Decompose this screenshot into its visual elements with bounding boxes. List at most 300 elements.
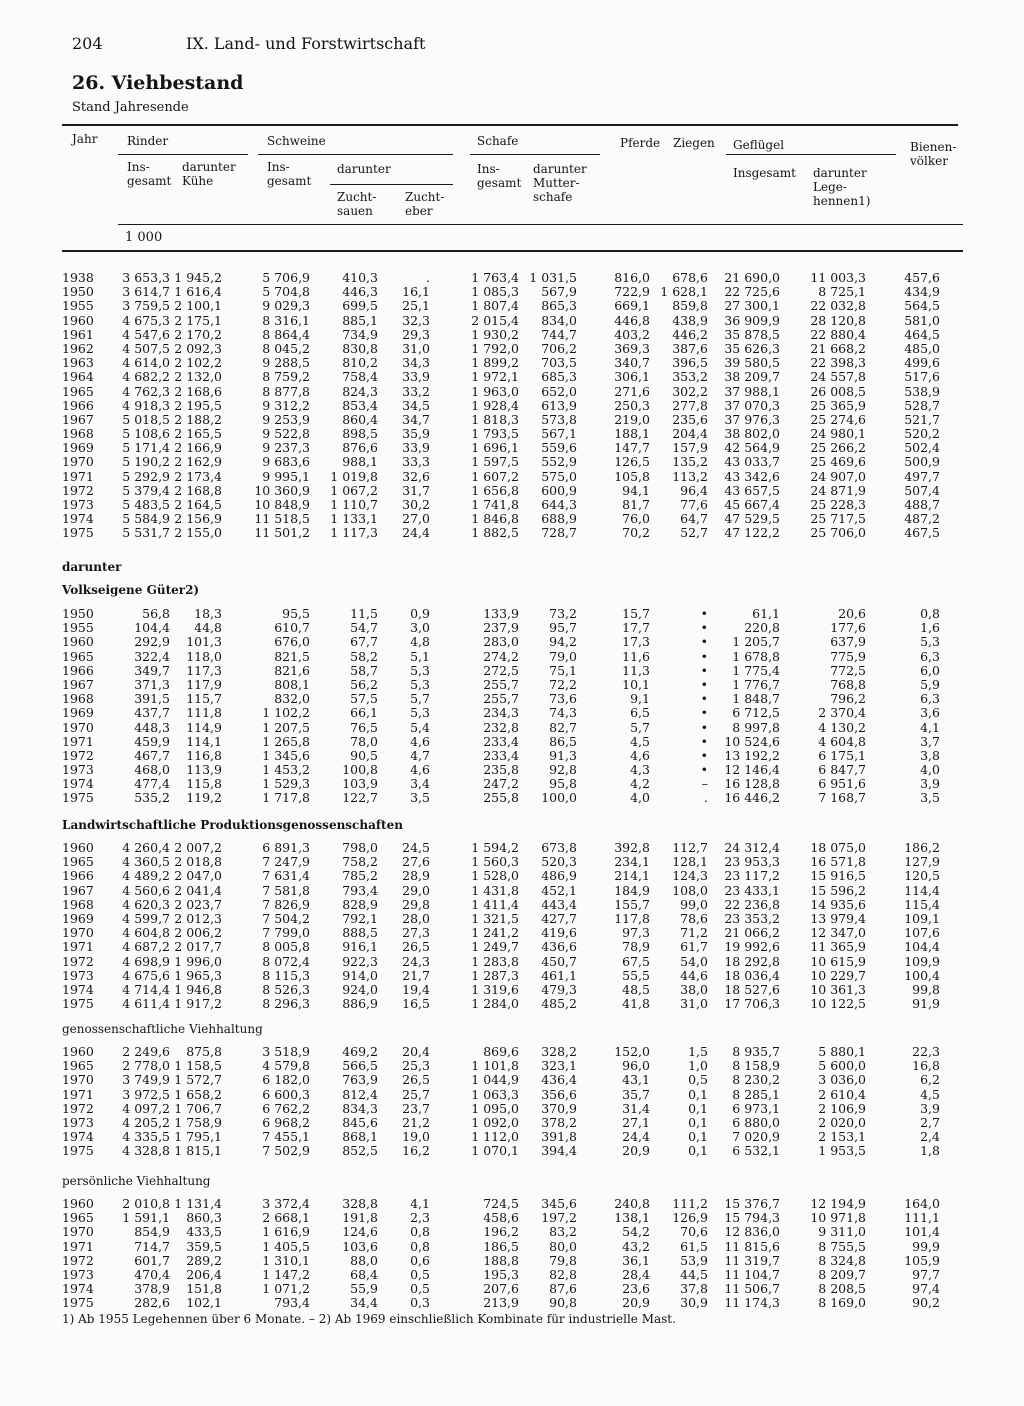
cell-zuchtsauen: 122,7 bbox=[342, 790, 378, 806]
cell-legehennen: 8 324,8 bbox=[818, 1252, 866, 1268]
cell-legehennen: 22 398,3 bbox=[810, 355, 866, 371]
cell-rinder-kuehe: 111,8 bbox=[186, 705, 222, 721]
table-row bbox=[0, 854, 1024, 868]
cell-gefluegel-insgesamt: 35 626,3 bbox=[724, 340, 780, 356]
cell-mutterschafe: 73,6 bbox=[549, 691, 577, 707]
cell-jahr: 1975 bbox=[62, 790, 94, 806]
cell-legehennen: 10 229,7 bbox=[810, 967, 866, 983]
table-row bbox=[0, 440, 1024, 454]
cell-jahr: 1973 bbox=[62, 967, 94, 983]
cell-zuchteber: 3,4 bbox=[410, 776, 430, 792]
cell-schweine-insgesamt: 7 247,9 bbox=[262, 854, 310, 870]
cell-schafe-insgesamt: 1 095,0 bbox=[471, 1100, 519, 1116]
cell-ziegen: • bbox=[700, 747, 708, 763]
cell-zuchteber: 3,5 bbox=[410, 790, 430, 806]
cell-rinder-insgesamt: 459,9 bbox=[134, 733, 170, 749]
cell-rinder-insgesamt: 349,7 bbox=[134, 662, 170, 678]
cell-pferde: 43,1 bbox=[622, 1072, 650, 1088]
cell-gefluegel-insgesamt: 18 527,6 bbox=[724, 981, 780, 997]
cell-pferde: 816,0 bbox=[614, 270, 650, 285]
cell-zuchtsauen: 812,4 bbox=[342, 1086, 378, 1102]
cell-schweine-insgesamt: 8 316,1 bbox=[262, 312, 310, 328]
cell-jahr: 1964 bbox=[62, 369, 94, 385]
cell-schweine-insgesamt: 6 762,2 bbox=[262, 1100, 310, 1116]
cell-legehennen: 24 557,8 bbox=[810, 369, 866, 385]
cell-legehennen: 8 208,5 bbox=[818, 1281, 866, 1297]
cell-legehennen: 8 169,0 bbox=[818, 1295, 866, 1311]
cell-jahr: 1968 bbox=[62, 691, 94, 707]
cell-jahr: 1960 bbox=[62, 634, 94, 650]
cell-legehennen: 24 980,1 bbox=[810, 426, 866, 442]
cell-zuchteber: 5,3 bbox=[410, 662, 430, 678]
cell-gefluegel-insgesamt: 21 690,0 bbox=[724, 270, 780, 285]
cell-schafe-insgesamt: 1 085,3 bbox=[471, 284, 519, 300]
cell-rinder-insgesamt: 4 762,3 bbox=[122, 383, 170, 399]
cell-bienenvoelker: 6,3 bbox=[920, 648, 940, 664]
cell-schweine-insgesamt: 1 265,8 bbox=[262, 733, 310, 749]
cell-pferde: 4,2 bbox=[630, 776, 650, 792]
cell-zuchtsauen: 824,3 bbox=[342, 383, 378, 399]
cell-schweine-insgesamt: 9 288,5 bbox=[262, 355, 310, 371]
table-row bbox=[0, 883, 1024, 897]
cell-schafe-insgesamt: 195,3 bbox=[483, 1266, 519, 1282]
cell-rinder-kuehe: 2 188,2 bbox=[174, 411, 222, 427]
cell-gefluegel-insgesamt: 16 128,8 bbox=[724, 776, 780, 792]
cell-zuchtsauen: 446,3 bbox=[342, 284, 378, 300]
cell-ziegen: 0,1 bbox=[688, 1086, 708, 1102]
cell-legehennen: 22 032,8 bbox=[810, 298, 866, 314]
cell-rinder-insgesamt: 4 714,4 bbox=[122, 981, 170, 997]
cell-jahr: 1974 bbox=[62, 981, 94, 997]
cell-zuchtsauen: 758,2 bbox=[342, 854, 378, 870]
cell-mutterschafe: 600,9 bbox=[541, 482, 577, 498]
cell-zuchteber: 27,3 bbox=[402, 925, 430, 941]
cell-bienenvoelker: 521,7 bbox=[904, 411, 940, 427]
cell-rinder-kuehe: 2 165,5 bbox=[174, 426, 222, 442]
page-number: 204 bbox=[72, 34, 103, 53]
cell-bienenvoelker: 16,8 bbox=[912, 1058, 940, 1074]
cell-jahr: 1971 bbox=[62, 468, 94, 484]
cell-zuchtsauen: 328,8 bbox=[342, 1196, 378, 1211]
cell-bienenvoelker: 434,9 bbox=[904, 284, 940, 300]
cell-gefluegel-insgesamt: 36 909,9 bbox=[724, 312, 780, 328]
cell-zuchteber: 31,0 bbox=[402, 340, 430, 356]
cell-jahr: 1960 bbox=[62, 1044, 94, 1059]
cell-jahr: 1975 bbox=[62, 996, 94, 1012]
cell-gefluegel-insgesamt: 1 775,4 bbox=[732, 662, 780, 678]
cell-schweine-insgesamt: 1 207,5 bbox=[262, 719, 310, 735]
cell-ziegen: 353,2 bbox=[672, 369, 708, 385]
cell-zuchtsauen: 57,5 bbox=[350, 691, 378, 707]
table-row bbox=[0, 369, 1024, 383]
cell-pferde: 76,0 bbox=[622, 511, 650, 527]
cell-zuchteber: 16,2 bbox=[402, 1143, 430, 1159]
cell-schweine-insgesamt: 821,5 bbox=[274, 648, 310, 664]
header-rinder-insgesamt: Ins- gesamt bbox=[127, 160, 172, 188]
table-row bbox=[0, 511, 1024, 525]
cell-jahr: 1938 bbox=[62, 270, 94, 285]
cell-mutterschafe: 87,6 bbox=[549, 1281, 577, 1297]
cell-zuchtsauen: 1 019,8 bbox=[330, 468, 378, 484]
cell-legehennen: 25 706,0 bbox=[810, 525, 866, 541]
cell-zuchtsauen: 103,9 bbox=[342, 776, 378, 792]
cell-rinder-insgesamt: 4 918,3 bbox=[122, 397, 170, 413]
cell-rinder-insgesamt: 467,7 bbox=[134, 747, 170, 763]
cell-gefluegel-insgesamt: 11 506,7 bbox=[724, 1281, 780, 1297]
cell-zuchtsauen: 922,3 bbox=[342, 953, 378, 969]
cell-pferde: 36,1 bbox=[622, 1252, 650, 1268]
cell-zuchtsauen: 76,5 bbox=[350, 719, 378, 735]
header-pferde: Pferde bbox=[620, 136, 661, 150]
cell-rinder-kuehe: 1 795,1 bbox=[174, 1129, 222, 1145]
cell-zuchteber: 4,1 bbox=[410, 1196, 430, 1211]
cell-pferde: 15,7 bbox=[622, 606, 650, 621]
cell-legehennen: 25 469,6 bbox=[810, 454, 866, 470]
cell-schweine-insgesamt: 1 102,2 bbox=[262, 705, 310, 721]
cell-gefluegel-insgesamt: 61,1 bbox=[752, 606, 780, 621]
cell-gefluegel-insgesamt: 39 580,5 bbox=[724, 355, 780, 371]
cell-rinder-kuehe: 1 965,3 bbox=[174, 967, 222, 983]
cell-rinder-kuehe: 1 658,2 bbox=[174, 1086, 222, 1102]
cell-mutterschafe: 573,8 bbox=[541, 411, 577, 427]
cell-gefluegel-insgesamt: 35 878,5 bbox=[724, 326, 780, 342]
cell-bienenvoelker: 101,4 bbox=[904, 1224, 940, 1240]
table-row bbox=[0, 748, 1024, 762]
cell-zuchtsauen: 67,7 bbox=[350, 634, 378, 650]
cell-gefluegel-insgesamt: 23 433,1 bbox=[724, 882, 780, 898]
cell-mutterschafe: 94,2 bbox=[549, 634, 577, 650]
cell-schweine-insgesamt: 1 616,9 bbox=[262, 1224, 310, 1240]
cell-schafe-insgesamt: 1 963,0 bbox=[471, 383, 519, 399]
cell-zuchteber: 0,9 bbox=[410, 606, 430, 621]
cell-pferde: 138,1 bbox=[614, 1210, 650, 1226]
cell-bienenvoelker: 1,6 bbox=[920, 620, 940, 636]
cell-schweine-insgesamt: 3 372,4 bbox=[262, 1196, 310, 1211]
cell-bienenvoelker: 91,9 bbox=[912, 996, 940, 1012]
cell-bienenvoelker: 6,3 bbox=[920, 691, 940, 707]
cell-gefluegel-insgesamt: 43 657,5 bbox=[724, 482, 780, 498]
cell-pferde: 20,9 bbox=[622, 1143, 650, 1159]
cell-rinder-kuehe: 114,9 bbox=[186, 719, 222, 735]
header-rule-top-left bbox=[62, 124, 958, 126]
table-row bbox=[0, 649, 1024, 663]
cell-schafe-insgesamt: 1 411,4 bbox=[471, 896, 519, 912]
cell-bienenvoelker: 3,5 bbox=[920, 790, 940, 806]
cell-rinder-kuehe: 1 706,7 bbox=[174, 1100, 222, 1116]
cell-rinder-insgesamt: 437,7 bbox=[134, 705, 170, 721]
cell-jahr: 1965 bbox=[62, 1210, 94, 1226]
cell-zuchtsauen: 853,4 bbox=[342, 397, 378, 413]
cell-jahr: 1972 bbox=[62, 482, 94, 498]
cell-schweine-insgesamt: 5 706,9 bbox=[262, 270, 310, 285]
table-row bbox=[0, 469, 1024, 483]
cell-zuchteber: 33,9 bbox=[402, 369, 430, 385]
cell-rinder-insgesamt: 4 328,8 bbox=[122, 1143, 170, 1159]
cell-bienenvoelker: 564,5 bbox=[904, 298, 940, 314]
cell-pferde: 9,1 bbox=[630, 691, 650, 707]
cell-schafe-insgesamt: 188,8 bbox=[483, 1252, 519, 1268]
cell-rinder-insgesamt: 4 507,5 bbox=[122, 340, 170, 356]
cell-rinder-kuehe: 289,2 bbox=[186, 1252, 222, 1268]
cell-rinder-kuehe: 2 164,5 bbox=[174, 497, 222, 512]
cell-pferde: 43,2 bbox=[622, 1238, 650, 1254]
header-rule-schweine-darunter bbox=[330, 184, 453, 185]
cell-mutterschafe: 673,8 bbox=[541, 840, 577, 855]
cell-mutterschafe: 86,5 bbox=[549, 733, 577, 749]
cell-rinder-insgesamt: 468,0 bbox=[134, 762, 170, 778]
table-subtitle: Stand Jahresende bbox=[72, 100, 189, 115]
table-row bbox=[0, 1224, 1024, 1238]
cell-zuchteber: 4,8 bbox=[410, 634, 430, 650]
cell-pferde: 17,3 bbox=[622, 634, 650, 650]
cell-gefluegel-insgesamt: 13 192,2 bbox=[724, 747, 780, 763]
cell-zuchteber: 24,5 bbox=[402, 840, 430, 855]
cell-zuchteber: 19,4 bbox=[402, 981, 430, 997]
cell-legehennen: 10 122,5 bbox=[810, 996, 866, 1012]
cell-mutterschafe: 567,9 bbox=[541, 284, 577, 300]
cell-schafe-insgesamt: 237,9 bbox=[483, 620, 519, 636]
cell-ziegen: 0,1 bbox=[688, 1100, 708, 1116]
cell-pferde: 67,5 bbox=[622, 953, 650, 969]
cell-rinder-kuehe: 1 917,2 bbox=[174, 996, 222, 1012]
cell-schweine-insgesamt: 9 522,8 bbox=[262, 426, 310, 442]
cell-rinder-insgesamt: 601,7 bbox=[134, 1252, 170, 1268]
cell-ziegen: 108,0 bbox=[672, 882, 708, 898]
cell-legehennen: 3 036,0 bbox=[818, 1072, 866, 1088]
cell-schafe-insgesamt: 1 249,7 bbox=[471, 939, 519, 955]
header-zuchteber: Zucht- eber bbox=[405, 190, 445, 218]
table-block-volkseigene-gueter bbox=[0, 606, 1024, 805]
cell-pferde: 340,7 bbox=[614, 355, 650, 371]
cell-legehennen: 14 935,6 bbox=[810, 896, 866, 912]
cell-schweine-insgesamt: 1 453,2 bbox=[262, 762, 310, 778]
cell-zuchteber: 5,4 bbox=[410, 719, 430, 735]
cell-bienenvoelker: 120,5 bbox=[904, 868, 940, 884]
cell-jahr: 1971 bbox=[62, 1238, 94, 1254]
table-row bbox=[0, 1210, 1024, 1224]
cell-zuchteber: 23,7 bbox=[402, 1100, 430, 1116]
cell-schweine-insgesamt: 6 600,3 bbox=[262, 1086, 310, 1102]
table-block-lpg bbox=[0, 840, 1024, 1010]
header-gefluegel: Geflügel bbox=[733, 138, 785, 152]
cell-rinder-insgesamt: 5 018,5 bbox=[122, 411, 170, 427]
cell-mutterschafe: 370,9 bbox=[541, 1100, 577, 1116]
cell-zuchteber: 21,7 bbox=[402, 967, 430, 983]
cell-bienenvoelker: 4,1 bbox=[920, 719, 940, 735]
cell-bienenvoelker: 507,4 bbox=[904, 482, 940, 498]
cell-gefluegel-insgesamt: 11 104,7 bbox=[724, 1266, 780, 1282]
cell-schweine-insgesamt: 8 115,3 bbox=[262, 967, 310, 983]
cell-mutterschafe: 74,3 bbox=[549, 705, 577, 721]
cell-jahr: 1970 bbox=[62, 1224, 94, 1240]
cell-schweine-insgesamt: 1 071,2 bbox=[262, 1281, 310, 1297]
cell-rinder-insgesamt: 477,4 bbox=[134, 776, 170, 792]
cell-schafe-insgesamt: 1 101,8 bbox=[471, 1058, 519, 1074]
cell-mutterschafe: 552,9 bbox=[541, 454, 577, 470]
cell-bienenvoelker: 127,9 bbox=[904, 854, 940, 870]
cell-schafe-insgesamt: 1 044,9 bbox=[471, 1072, 519, 1088]
cell-pferde: 78,9 bbox=[622, 939, 650, 955]
cell-gefluegel-insgesamt: 22 236,8 bbox=[724, 896, 780, 912]
cell-rinder-insgesamt: 1 591,1 bbox=[122, 1210, 170, 1226]
cell-gefluegel-insgesamt: 10 524,6 bbox=[724, 733, 780, 749]
cell-bienenvoelker: 104,4 bbox=[904, 939, 940, 955]
cell-rinder-kuehe: 117,3 bbox=[186, 662, 222, 678]
cell-schafe-insgesamt: 1 882,5 bbox=[471, 525, 519, 541]
cell-jahr: 1965 bbox=[62, 854, 94, 870]
cell-legehennen: 796,2 bbox=[830, 691, 866, 707]
cell-rinder-kuehe: 2 041,4 bbox=[174, 882, 222, 898]
cell-bienenvoelker: 3,9 bbox=[920, 1100, 940, 1116]
cell-zuchteber: 16,1 bbox=[402, 284, 430, 300]
cell-zuchtsauen: 888,5 bbox=[342, 925, 378, 941]
table-row bbox=[0, 1267, 1024, 1281]
cell-schafe-insgesamt: 458,6 bbox=[483, 1210, 519, 1226]
cell-legehennen: 15 596,2 bbox=[810, 882, 866, 898]
cell-zuchteber: 32,3 bbox=[402, 312, 430, 328]
cell-jahr: 1963 bbox=[62, 355, 94, 371]
cell-bienenvoelker: 99,8 bbox=[912, 981, 940, 997]
cell-jahr: 1950 bbox=[62, 606, 94, 621]
cell-ziegen: 1,5 bbox=[688, 1044, 708, 1059]
table-row bbox=[0, 996, 1024, 1010]
cell-schafe-insgesamt: 1 528,0 bbox=[471, 868, 519, 884]
cell-mutterschafe: 744,7 bbox=[541, 326, 577, 342]
cell-schafe-insgesamt: 234,3 bbox=[483, 705, 519, 721]
cell-pferde: 55,5 bbox=[622, 967, 650, 983]
table-row bbox=[0, 840, 1024, 854]
cell-rinder-kuehe: 2 195,5 bbox=[174, 397, 222, 413]
cell-legehennen: 25 365,9 bbox=[810, 397, 866, 413]
cell-zuchtsauen: 78,0 bbox=[350, 733, 378, 749]
table-row bbox=[0, 1281, 1024, 1295]
cell-legehennen: 8 209,7 bbox=[818, 1266, 866, 1282]
cell-jahr: 1967 bbox=[62, 411, 94, 427]
cell-legehennen: 637,9 bbox=[830, 634, 866, 650]
cell-pferde: 126,5 bbox=[614, 454, 650, 470]
cell-bienenvoelker: 6,0 bbox=[920, 662, 940, 678]
cell-schweine-insgesamt: 8 877,8 bbox=[262, 383, 310, 399]
cell-rinder-kuehe: 2 092,3 bbox=[174, 340, 222, 356]
cell-zuchtsauen: 868,1 bbox=[342, 1129, 378, 1145]
cell-bienenvoelker: 5,3 bbox=[920, 634, 940, 650]
cell-ziegen: 111,2 bbox=[672, 1196, 708, 1211]
cell-schweine-insgesamt: 6 968,2 bbox=[262, 1114, 310, 1130]
cell-zuchteber: 25,1 bbox=[402, 298, 430, 314]
cell-mutterschafe: 100,0 bbox=[541, 790, 577, 806]
cell-jahr: 1955 bbox=[62, 298, 94, 314]
cell-legehennen: 772,5 bbox=[830, 662, 866, 678]
cell-gefluegel-insgesamt: 24 312,4 bbox=[724, 840, 780, 855]
cell-schafe-insgesamt: 1 560,3 bbox=[471, 854, 519, 870]
cell-zuchteber: 27,6 bbox=[402, 854, 430, 870]
cell-zuchtsauen: 90,5 bbox=[350, 747, 378, 763]
cell-zuchtsauen: 66,1 bbox=[350, 705, 378, 721]
cell-zuchtsauen: 124,6 bbox=[342, 1224, 378, 1240]
cell-zuchtsauen: 88,0 bbox=[350, 1252, 378, 1268]
cell-rinder-kuehe: 2 156,9 bbox=[174, 511, 222, 527]
cell-schweine-insgesamt: 1 310,1 bbox=[262, 1252, 310, 1268]
cell-gefluegel-insgesamt: 12 836,0 bbox=[724, 1224, 780, 1240]
cell-zuchteber: 30,2 bbox=[402, 497, 430, 512]
cell-gefluegel-insgesamt: 47 122,2 bbox=[724, 525, 780, 541]
cell-schafe-insgesamt: 186,5 bbox=[483, 1238, 519, 1254]
table-row bbox=[0, 691, 1024, 705]
cell-mutterschafe: 452,1 bbox=[541, 882, 577, 898]
cell-gefluegel-insgesamt: 8 285,1 bbox=[732, 1086, 780, 1102]
cell-schweine-insgesamt: 9 995,1 bbox=[262, 468, 310, 484]
cell-rinder-insgesamt: 4 675,3 bbox=[122, 312, 170, 328]
cell-gefluegel-insgesamt: 27 300,1 bbox=[724, 298, 780, 314]
cell-gefluegel-insgesamt: 38 802,0 bbox=[724, 426, 780, 442]
header-bienenvoelker: Bienen- völker bbox=[910, 140, 957, 168]
cell-bienenvoelker: 109,9 bbox=[904, 953, 940, 969]
cell-legehennen: 6 951,6 bbox=[818, 776, 866, 792]
cell-zuchtsauen: 469,2 bbox=[342, 1044, 378, 1059]
cell-ziegen: 44,6 bbox=[680, 967, 708, 983]
cell-rinder-insgesamt: 5 379,4 bbox=[122, 482, 170, 498]
cell-rinder-insgesamt: 5 108,6 bbox=[122, 426, 170, 442]
cell-zuchtsauen: 886,9 bbox=[342, 996, 378, 1012]
cell-mutterschafe: 479,3 bbox=[541, 981, 577, 997]
cell-schafe-insgesamt: 2 015,4 bbox=[471, 312, 519, 328]
cell-mutterschafe: 703,5 bbox=[541, 355, 577, 371]
cell-zuchteber: 28,9 bbox=[402, 868, 430, 884]
cell-legehennen: 28 120,8 bbox=[810, 312, 866, 328]
cell-ziegen: 78,6 bbox=[680, 910, 708, 926]
cell-pferde: 669,1 bbox=[614, 298, 650, 314]
table-row bbox=[0, 1101, 1024, 1115]
cell-legehennen: 775,9 bbox=[830, 648, 866, 664]
cell-mutterschafe: 865,3 bbox=[541, 298, 577, 314]
cell-zuchteber: 0,8 bbox=[410, 1224, 430, 1240]
cell-schweine-insgesamt: 793,4 bbox=[274, 1295, 310, 1311]
cell-rinder-kuehe: 117,9 bbox=[186, 676, 222, 692]
cell-bienenvoelker: 581,0 bbox=[904, 312, 940, 328]
cell-zuchtsauen: 56,2 bbox=[350, 676, 378, 692]
cell-mutterschafe: 82,8 bbox=[549, 1266, 577, 1282]
cell-rinder-insgesamt: 391,5 bbox=[134, 691, 170, 707]
cell-schweine-insgesamt: 7 799,0 bbox=[262, 925, 310, 941]
cell-mutterschafe: 567,1 bbox=[541, 426, 577, 442]
cell-bienenvoelker: 6,2 bbox=[920, 1072, 940, 1088]
cell-gefluegel-insgesamt: 8 935,7 bbox=[732, 1044, 780, 1059]
cell-bienenvoelker: 528,7 bbox=[904, 397, 940, 413]
cell-rinder-kuehe: 2 018,8 bbox=[174, 854, 222, 870]
cell-schafe-insgesamt: 1 431,8 bbox=[471, 882, 519, 898]
cell-schweine-insgesamt: 9 312,2 bbox=[262, 397, 310, 413]
cell-legehennen: 6 175,1 bbox=[818, 747, 866, 763]
cell-schweine-insgesamt: 832,0 bbox=[274, 691, 310, 707]
cell-rinder-kuehe: 1 758,9 bbox=[174, 1114, 222, 1130]
cell-gefluegel-insgesamt: 43 342,6 bbox=[724, 468, 780, 484]
cell-pferde: 41,8 bbox=[622, 996, 650, 1012]
cell-zuchtsauen: 916,1 bbox=[342, 939, 378, 955]
cell-zuchtsauen: 924,0 bbox=[342, 981, 378, 997]
cell-mutterschafe: 559,6 bbox=[541, 440, 577, 456]
cell-bienenvoelker: 3,8 bbox=[920, 747, 940, 763]
cell-schafe-insgesamt: 1 793,5 bbox=[471, 426, 519, 442]
cell-jahr: 1962 bbox=[62, 340, 94, 356]
cell-pferde: 11,6 bbox=[622, 648, 650, 664]
cell-schafe-insgesamt: 255,7 bbox=[483, 676, 519, 692]
cell-legehennen: 768,8 bbox=[830, 676, 866, 692]
section-label-lpg: Landwirtschaftliche Produktionsgenossenschaften bbox=[62, 818, 403, 832]
cell-rinder-insgesamt: 2 010,8 bbox=[122, 1196, 170, 1211]
cell-rinder-insgesamt: 4 260,4 bbox=[122, 840, 170, 855]
cell-zuchteber: 24,3 bbox=[402, 953, 430, 969]
cell-pferde: 722,9 bbox=[614, 284, 650, 300]
